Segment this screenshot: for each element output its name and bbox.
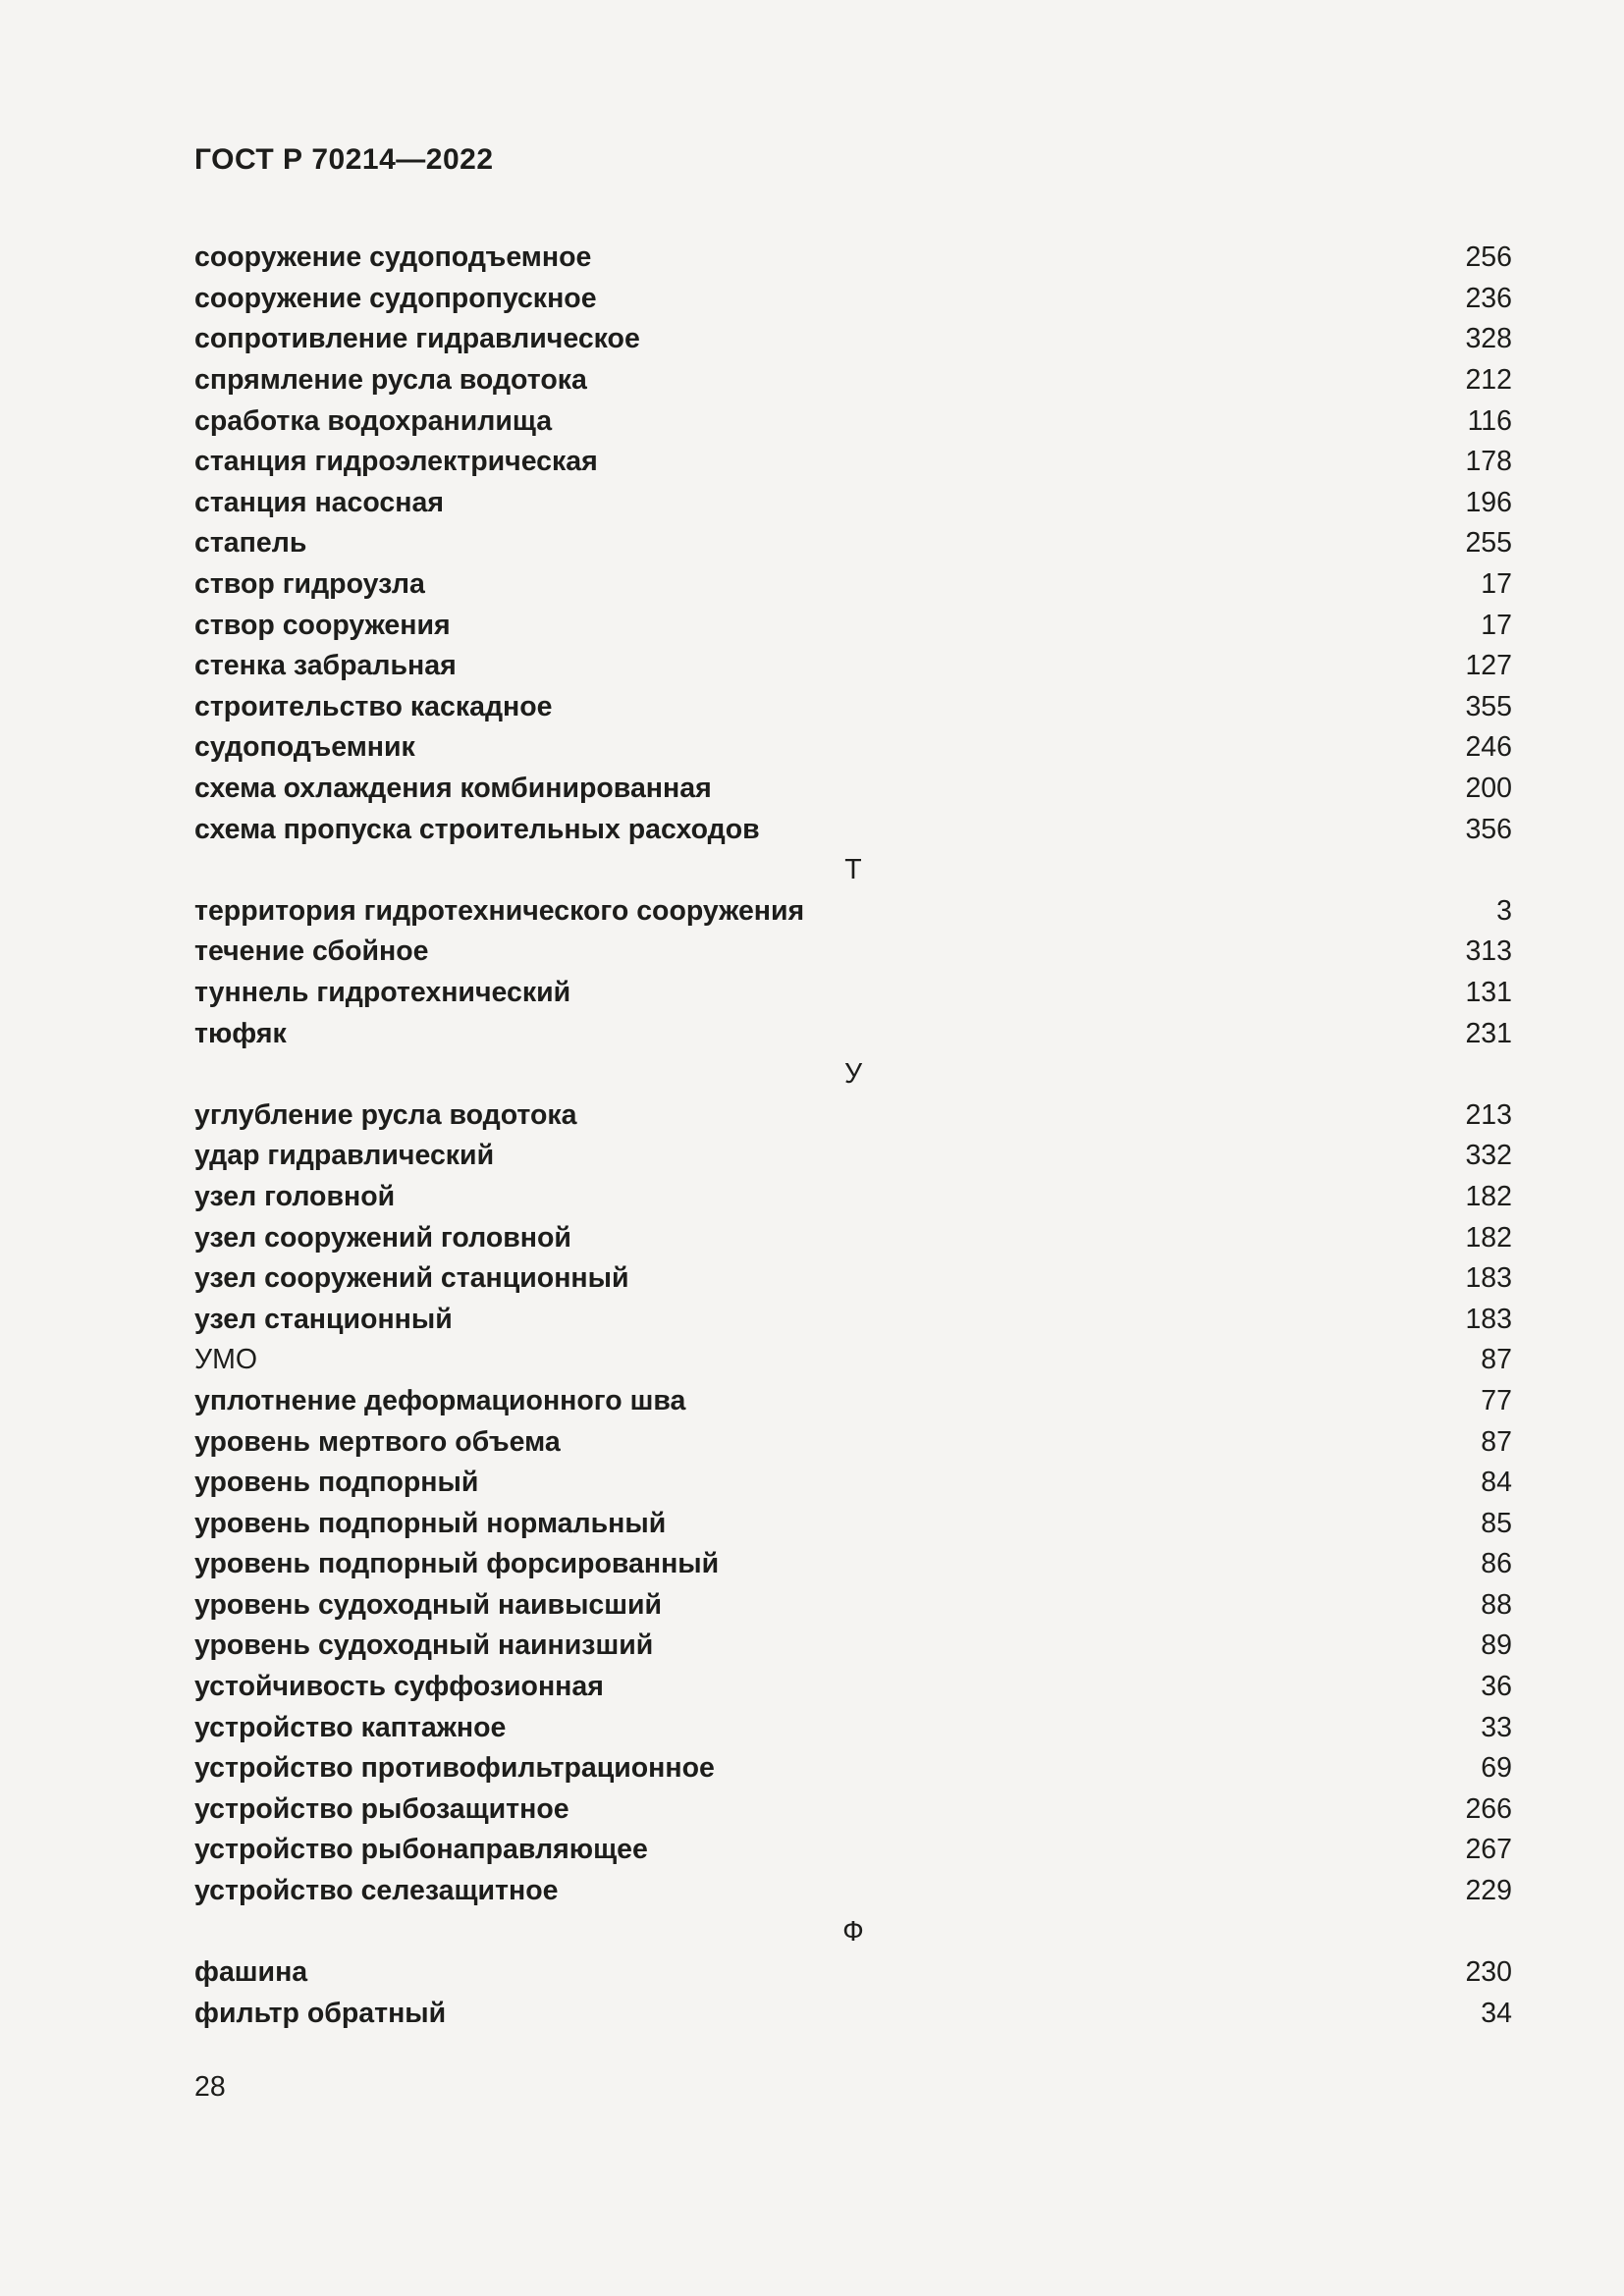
index-entry-row	[194, 319, 1512, 360]
index-term: устройство каптажное	[194, 1711, 507, 1743]
index-page-ref: 86	[1481, 1548, 1512, 1580]
index-term: сопротивление гидравлическое	[194, 323, 640, 355]
index-term: станция гидроэлектрическая	[194, 446, 598, 478]
index-entry-row	[194, 1952, 1512, 1994]
index-entry-row	[194, 1177, 1512, 1218]
index-entry-row	[194, 523, 1512, 564]
index-page-ref: 236	[1465, 282, 1512, 314]
index-term: стапель	[194, 527, 307, 560]
index-term: сооружение судоподъемное	[194, 241, 592, 274]
index-term: узел сооружений головной	[194, 1221, 571, 1254]
index-term: туннель гидротехнический	[194, 976, 571, 1008]
index-page-ref: 17	[1481, 568, 1512, 601]
index-entry-row	[194, 279, 1512, 320]
index-term: сооружение судопропускное	[194, 282, 597, 314]
index-entry-row	[194, 646, 1512, 687]
index-page-ref: 246	[1465, 731, 1512, 764]
index-term: строительство каскадное	[194, 690, 553, 722]
index-term: УМО	[194, 1344, 258, 1376]
index-page-ref: 212	[1465, 364, 1512, 397]
index-page-ref: 84	[1481, 1467, 1512, 1499]
index-entry-row	[194, 1544, 1512, 1585]
index-term: узел сооружений станционный	[194, 1262, 629, 1295]
index-page-ref: 69	[1481, 1752, 1512, 1785]
index-entry-row	[194, 442, 1512, 483]
index-entry-row	[194, 605, 1512, 646]
index-entry-row	[194, 1871, 1512, 1912]
index-term: узел головной	[194, 1180, 396, 1212]
index-entry-row	[194, 1381, 1512, 1422]
index-term: уровень судоходный наивысший	[194, 1588, 663, 1621]
index-entry-row	[194, 1299, 1512, 1340]
index-page-ref: 267	[1465, 1834, 1512, 1866]
index-page-ref: 85	[1481, 1507, 1512, 1539]
index-entry-row	[194, 769, 1512, 810]
index-page-ref: 17	[1481, 609, 1512, 641]
index-page-ref: 332	[1465, 1140, 1512, 1172]
index-term: уровень подпорный	[194, 1467, 479, 1499]
index-term: станция насосная	[194, 486, 444, 518]
index-entry-row	[194, 932, 1512, 973]
index-entry-row	[194, 1707, 1512, 1748]
index-page-ref: 183	[1465, 1303, 1512, 1335]
index-entry-row	[194, 1830, 1512, 1871]
index-entry-row	[194, 1258, 1512, 1300]
index-term: устройство селезащитное	[194, 1875, 559, 1907]
section-letter: Т	[844, 854, 862, 886]
index-term: схема пропуска строительных расходов	[194, 813, 760, 845]
index-page-ref: 229	[1465, 1875, 1512, 1907]
index-page-ref: 356	[1465, 813, 1512, 845]
index-term: фильтр обратный	[194, 1997, 447, 2029]
index-term: узел станционный	[194, 1303, 453, 1335]
index-page-ref: 3	[1496, 894, 1512, 927]
index-page-ref: 328	[1465, 323, 1512, 355]
index-term: территория гидротехнического сооружения	[194, 894, 805, 927]
index-page-ref: 77	[1481, 1384, 1512, 1416]
index-page-ref: 127	[1465, 650, 1512, 682]
index-entry-row	[194, 687, 1512, 728]
index-page-ref: 182	[1465, 1180, 1512, 1212]
index-page-ref: 230	[1465, 1956, 1512, 1989]
index-term: течение сбойное	[194, 935, 429, 968]
index-term: углубление русла водотока	[194, 1098, 577, 1131]
index-page-ref: 87	[1481, 1344, 1512, 1376]
index-term: устойчивость суффозионная	[194, 1671, 604, 1703]
index-entry-row	[194, 1463, 1512, 1504]
index-entry-row	[194, 238, 1512, 279]
index-term: уровень судоходный наинизший	[194, 1629, 654, 1662]
index-entry-row	[194, 809, 1512, 850]
index-term: устройство рыбонаправляющее	[194, 1834, 648, 1866]
index-entry-row	[194, 1503, 1512, 1544]
index-entry-row	[194, 1994, 1512, 2035]
index-entry-row	[194, 1667, 1512, 1708]
index-entry-row	[194, 973, 1512, 1014]
index-entry-row	[194, 1013, 1512, 1054]
index-page-ref: 182	[1465, 1221, 1512, 1254]
index-page-ref: 34	[1481, 1997, 1512, 2029]
index-entry-row	[194, 564, 1512, 606]
index-term: фашина	[194, 1956, 308, 1989]
index-page-ref: 255	[1465, 527, 1512, 560]
index-page-ref: 131	[1465, 976, 1512, 1008]
document-header: ГОСТ Р 70214—2022	[194, 143, 494, 176]
index-entry-row	[194, 483, 1512, 524]
index-term: устройство рыбозащитное	[194, 1792, 569, 1825]
index-term: тюфяк	[194, 1017, 287, 1049]
index-entry-row	[194, 1585, 1512, 1627]
index-term: уровень подпорный нормальный	[194, 1507, 667, 1539]
index-page-ref: 256	[1465, 241, 1512, 274]
index-page-ref: 89	[1481, 1629, 1512, 1662]
index-term: судоподъемник	[194, 731, 415, 764]
index-entry-row	[194, 1748, 1512, 1789]
index-page-ref: 355	[1465, 690, 1512, 722]
index-page-ref: 196	[1465, 486, 1512, 518]
index-term: спрямление русла водотока	[194, 364, 587, 397]
index-term: сработка водохранилища	[194, 404, 553, 437]
index-page-ref: 116	[1467, 404, 1512, 437]
index-term: створ гидроузла	[194, 568, 425, 601]
index-entry-row	[194, 727, 1512, 769]
index-page-ref: 87	[1481, 1425, 1512, 1458]
index-term: створ сооружения	[194, 609, 451, 641]
section-letter: У	[843, 1058, 863, 1091]
index-page-ref: 183	[1465, 1262, 1512, 1295]
index-term: удар гидравлический	[194, 1140, 495, 1172]
index-page-ref: 231	[1465, 1017, 1512, 1049]
index-term: устройство противофильтрационное	[194, 1752, 715, 1785]
page-number: 28	[194, 2071, 226, 2103]
index-entry-row	[194, 360, 1512, 401]
index-entry-row	[194, 1217, 1512, 1258]
index-entry-row	[194, 891, 1512, 933]
index-entry-row	[194, 1626, 1512, 1667]
section-letter: Ф	[842, 1915, 864, 1948]
index-list	[194, 238, 1512, 2034]
index-term: схема охлаждения комбинированная	[194, 773, 712, 805]
index-term: стенка забральная	[194, 650, 457, 682]
index-page-ref: 178	[1465, 446, 1512, 478]
index-page-ref: 313	[1465, 935, 1512, 968]
index-page-ref: 33	[1481, 1711, 1512, 1743]
index-page-ref: 88	[1481, 1588, 1512, 1621]
index-entry-row	[194, 400, 1512, 442]
index-page-ref: 213	[1465, 1098, 1512, 1131]
index-entry-row	[194, 1789, 1512, 1831]
index-entry-row	[194, 1136, 1512, 1177]
index-entry-row	[194, 1095, 1512, 1136]
index-term: уровень подпорный форсированный	[194, 1548, 720, 1580]
index-term: уровень мертвого объема	[194, 1425, 561, 1458]
index-entry-row	[194, 1421, 1512, 1463]
index-page-ref: 200	[1465, 773, 1512, 805]
index-page-ref: 266	[1465, 1792, 1512, 1825]
index-entry-row	[194, 1340, 1512, 1381]
index-term: уплотнение деформационного шва	[194, 1384, 686, 1416]
index-page-ref: 36	[1481, 1671, 1512, 1703]
